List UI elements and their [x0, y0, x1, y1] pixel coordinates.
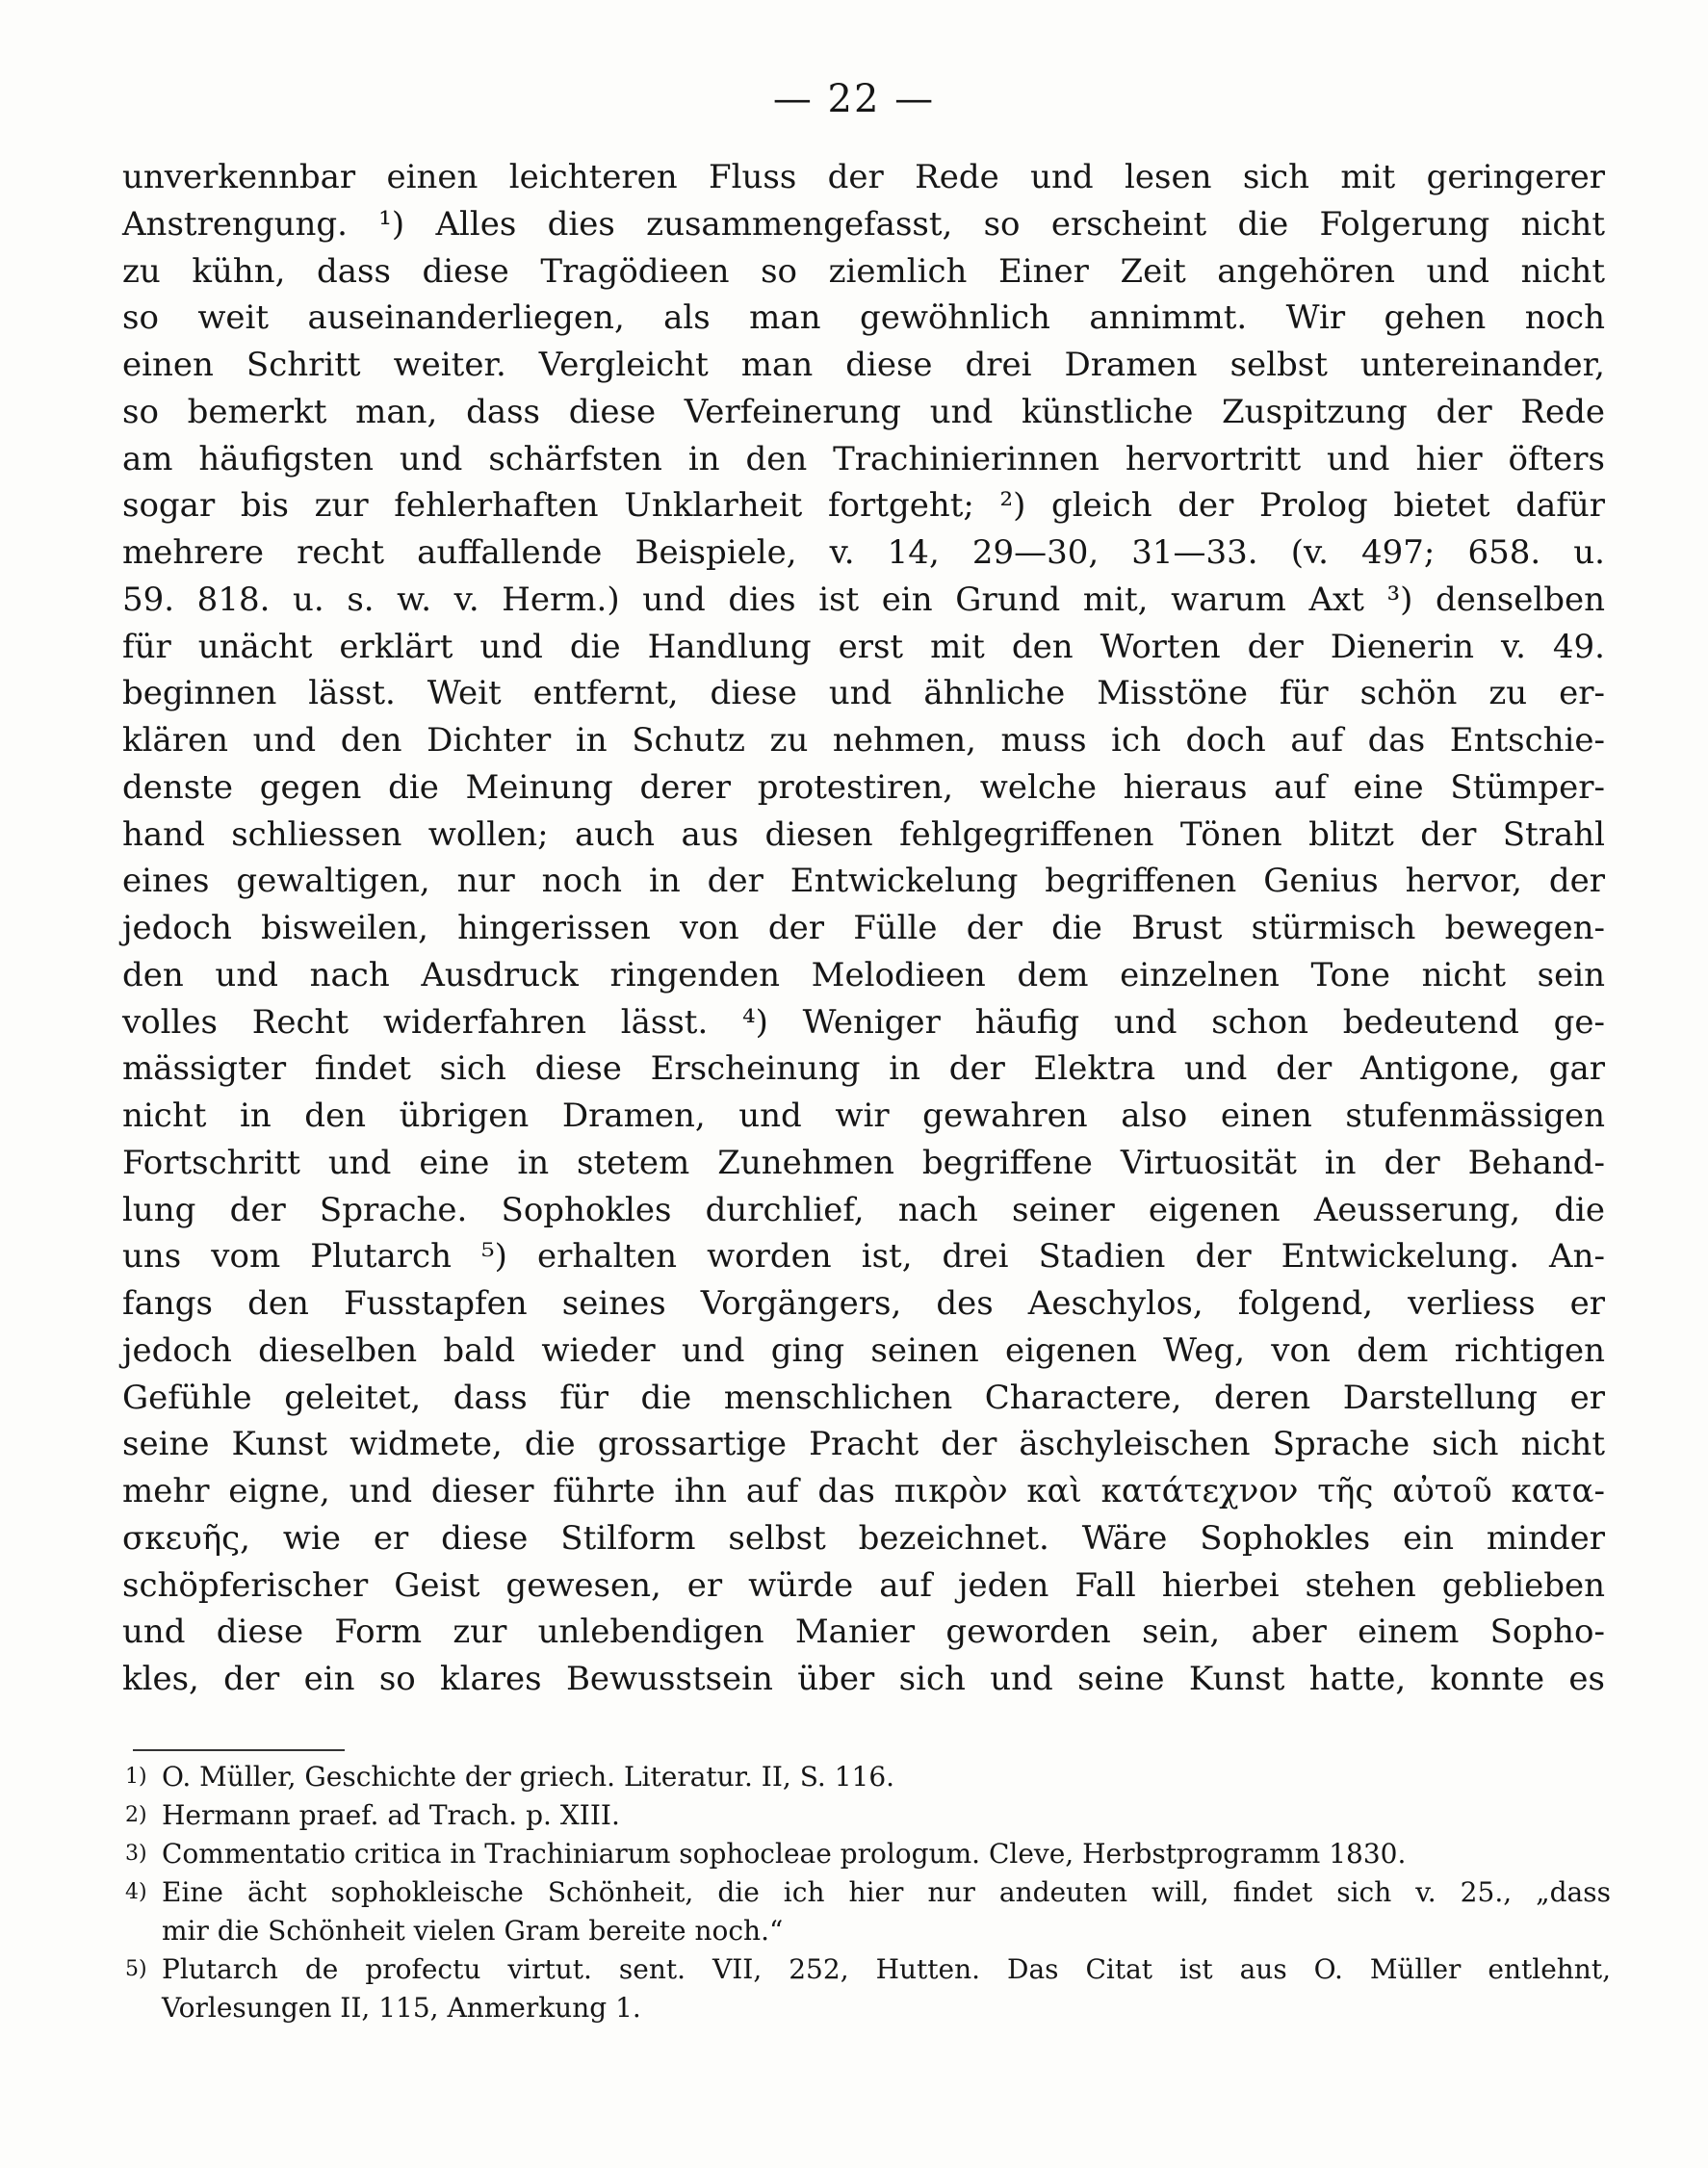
- text-line: für unächt erklärt und die Handlung erst mit den Worten der Dienerin v. 49.: [122, 627, 1605, 666]
- text-line: und diese Form zur unlebendigen Manier geworden sein, aber einem Sopho-: [122, 1613, 1605, 1652]
- text-line: kles, der ein so klares Bewusstsein über sich und seine Kunst hatte, konnte es: [122, 1660, 1605, 1698]
- footnote-number: 2): [125, 1803, 147, 1827]
- text-line: hand schliessen wollen; auch aus diesen fehlgegriffenen Tönen blitzt der Strahl: [122, 814, 1605, 854]
- footnote-line: [125, 1758, 1611, 1796]
- text-line: eines gewaltigen, nur noch in der Entwickelung begriffenen Genius hervor, der: [122, 862, 1605, 901]
- text-line: sogar bis zur fehlerhaften Unklarheit fortgeht; ²) gleich der Prolog bietet dafür: [122, 486, 1605, 526]
- text-line: σκευῆς, wie er diese Stilform selbst bezeichnet. Wäre Sophokles ein minder: [122, 1518, 1605, 1558]
- text-line: beginnen lässt. Weit entfernt, diese und ähnliche Misstöne für schön zu er-: [122, 674, 1605, 713]
- text-line: einen Schritt weiter. Vergleicht man diese drei Dramen selbst untereinander,: [122, 346, 1605, 384]
- text-line: volles Recht widerfahren lässt. ⁴) Weniger häufig und schon bedeutend ge-: [122, 1002, 1605, 1042]
- text-line: jedoch bisweilen, hingerissen von der Fülle der die Brust stürmisch bewegen-: [122, 909, 1605, 947]
- footnote-text: Vorlesungen II, 115, Anmerkung 1.: [162, 1992, 641, 2024]
- footnote-separator: [133, 1749, 345, 1751]
- text-line: schöpferischer Geist gewesen, er würde auf jeden Fall hierbei stehen geblieben: [122, 1565, 1605, 1605]
- text-line: fangs den Fusstapfen seines Vorgängers, des Aeschylos, folgend, verliess er: [122, 1284, 1605, 1323]
- text-line: unverkennbar einen leichteren Fluss der Rede und lesen sich mit geringerer: [122, 158, 1605, 196]
- footnote-number: 4): [125, 1880, 147, 1904]
- text-line: so bemerkt man, dass diese Verfeinerung und künstliche Zuspitzung der Rede: [122, 392, 1605, 431]
- text-line: Anstrengung. ¹) Alles dies zusammengefasst, so erscheint die Folgerung nicht: [122, 204, 1605, 244]
- text-line: mehrere recht auffallende Beispiele, v. 14, 29—30, 31—33. (v. 497; 658. u.: [122, 533, 1605, 572]
- footnote-line: [125, 1796, 1611, 1835]
- text-line: jedoch dieselben bald wieder und ging seinen eigenen Weg, von dem richtigen: [122, 1330, 1605, 1370]
- text-line: Fortschritt und eine in stetem Zunehmen begriffene Virtuosität in der Behand-: [122, 1143, 1605, 1182]
- footnote-line: [125, 1950, 1611, 1989]
- footnote-number: 1): [125, 1765, 147, 1789]
- text-line: uns vom Plutarch ⁵) erhalten worden ist, drei Stadien der Entwickelung. An-: [122, 1237, 1605, 1277]
- text-line: Gefühle geleitet, dass für die menschlichen Charactere, deren Darstellung er: [122, 1378, 1605, 1417]
- footnote-line: [125, 1835, 1611, 1873]
- text-line: so weit auseinanderliegen, als man gewöhnlich annimmt. Wir gehen noch: [122, 298, 1605, 338]
- text-line: lung der Sprache. Sophokles durchlief, nach seiner eigenen Aeusserung, die: [122, 1190, 1605, 1229]
- footnote-text: Commentatio critica in Trachiniarum sophocleae prologum. Cleve, Herbstprogramm 1830.: [162, 1838, 1407, 1870]
- text-line: zu kühn, dass diese Tragödieen so ziemlich Einer Zeit angehören und nicht: [122, 251, 1605, 291]
- footnote-line: [162, 1912, 1611, 1950]
- footnote-text: Hermann praef. ad Trach. p. XIII.: [162, 1799, 620, 1831]
- footnotes: [125, 1758, 1611, 2027]
- footnote-text: O. Müller, Geschichte der griech. Literatur. II, S. 116.: [162, 1761, 895, 1793]
- text-line: 59. 818. u. s. w. v. Herm.) und dies ist ein Grund mit, warum Axt ³) denselben: [122, 580, 1605, 619]
- footnote-text: Eine ächt sophokleische Schönheit, die ich hier nur andeuten will, findet sich v. 25., „dass: [162, 1876, 1611, 1908]
- footnote-text: Plutarch de profectu virtut. sent. VII, 252, Hutten. Das Citat ist aus O. Müller entlehnt,: [162, 1953, 1611, 1985]
- text-line: mässigter findet sich diese Erscheinung in der Elektra und der Antigone, gar: [122, 1049, 1605, 1089]
- text-line: klären und den Dichter in Schutz zu nehmen, muss ich doch auf das Entschie-: [122, 721, 1605, 760]
- body-text: [122, 154, 1605, 1703]
- text-line: denste gegen die Meinung derer protestiren, welche hieraus auf eine Stümper-: [122, 767, 1605, 807]
- text-line: am häufigsten und schärfsten in den Trachinierinnen hervortritt und hier öfters: [122, 439, 1605, 478]
- page-number: — 22 —: [772, 77, 936, 121]
- footnote-text: mir die Schönheit vielen Gram bereite noch.“: [162, 1915, 784, 1947]
- text-line: den und nach Ausdruck ringenden Melodieen dem einzelnen Tone nicht sein: [122, 955, 1605, 994]
- text-line: seine Kunst widmete, die grossartige Pracht der äschyleischen Sprache sich nicht: [122, 1425, 1605, 1464]
- footnote-line: [125, 1873, 1611, 1912]
- footnote-line: [162, 1989, 1611, 2027]
- footnote-number: 5): [125, 1957, 147, 1981]
- text-line: mehr eigne, und dieser führte ihn auf das πικρὸν καὶ κατάτεχνον τῆς αὐτοῦ κατα-: [122, 1472, 1605, 1510]
- footnote-number: 3): [125, 1842, 147, 1866]
- text-line: nicht in den übrigen Dramen, und wir gewahren also einen stufenmässigen: [122, 1097, 1605, 1135]
